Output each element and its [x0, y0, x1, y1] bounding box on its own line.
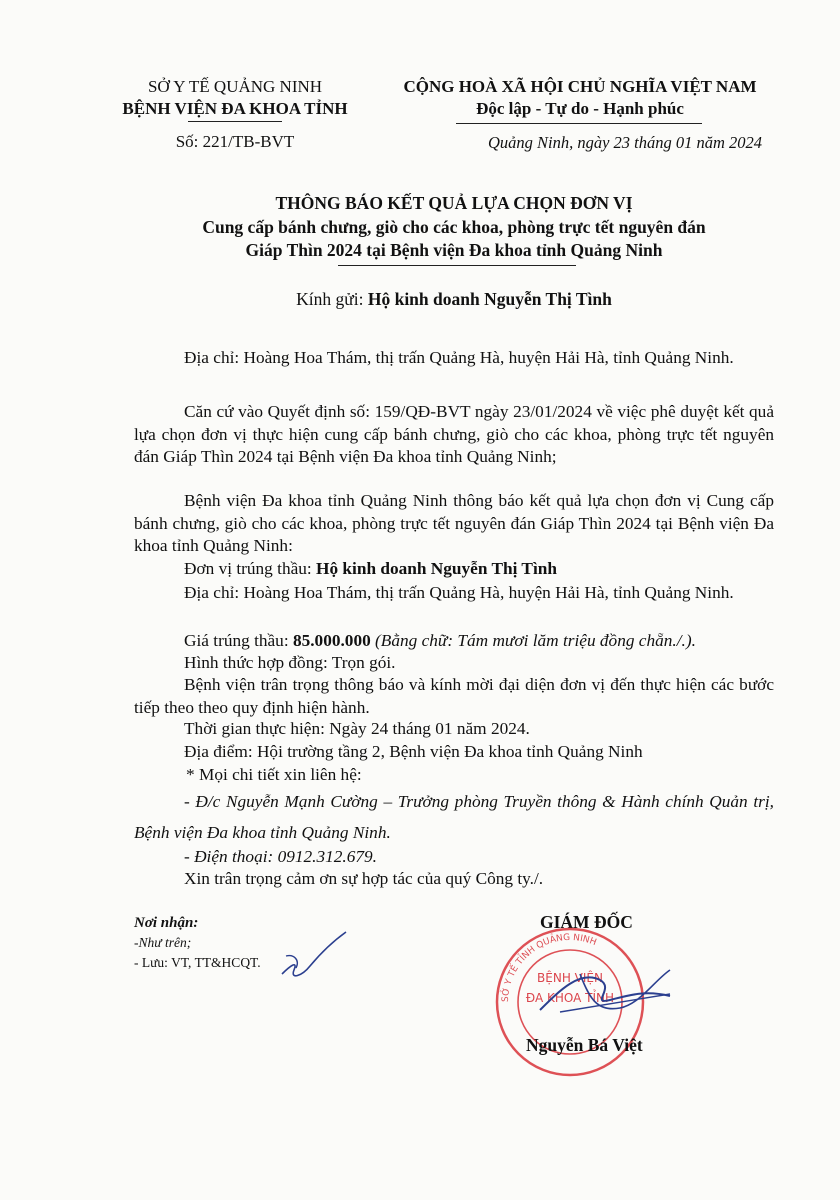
- recipient-prefix: Kính gửi:: [296, 289, 368, 309]
- motto: Độc lập - Tự do - Hạnh phúc: [476, 99, 684, 118]
- winner-line: [184, 558, 557, 581]
- notice-paragraph: Bệnh viện Đa khoa tỉnh Quảng Ninh thông báo kết quả lựa chọn đơn vị Cung cấp bánh chưng, giò cho các khoa, phòng trực tết nguyên đán Giáp Thìn 2024 tại Bệnh viện Đa khoa tỉnh Quảng Ninh:: [134, 491, 774, 555]
- nation-title: CỘNG HOÀ XÃ HỘI CHỦ NGHĨA VIỆT NAM: [403, 77, 757, 96]
- director-signature: [520, 950, 690, 1030]
- initial-signature: [276, 926, 356, 986]
- contact-phone: - Điện thoại: 0912.312.679.: [184, 847, 377, 866]
- recipients-heading: Nơi nhận:: [134, 915, 199, 931]
- signer-name: Nguyễn Bá Việt: [526, 1035, 643, 1055]
- winner-name: Hộ kinh doanh Nguyễn Thị Tình: [316, 559, 557, 578]
- org-underline: [188, 121, 282, 122]
- thanks-line: Xin trân trọng cảm ơn sự hợp tác của quý Công ty./.: [184, 869, 544, 888]
- stamp-line-2: ĐA KHOA TỈNH: [525, 991, 615, 1005]
- place-date: Quảng Ninh, ngày 23 tháng 01 năm 2024: [487, 133, 763, 152]
- contact-heading: * Mọi chi tiết xin liên hệ:: [186, 765, 362, 784]
- contact-person: - Đ/c Nguyễn Mạnh Cường – Trưởng phòng Truyền thông & Hành chính Quản trị, Bệnh viện Đa khoa tỉnh Quảng Ninh.: [134, 792, 774, 842]
- left-header: [90, 76, 380, 120]
- right-header: [380, 76, 780, 120]
- invite-paragraph: Bệnh viện trân trọng thông báo và kính mời đại diện đơn vị đến thực hiện các bước tiếp theo theo quy định hiện hành.: [134, 675, 774, 717]
- doc-title: [134, 192, 774, 263]
- price-words: (Bằng chữ: Tám mươi lăm triệu đồng chẵn./.).: [370, 631, 696, 650]
- doc-number: Số: 221/TB-BVT: [175, 132, 295, 151]
- stamp-line-1: BỆNH VIỆN: [537, 971, 603, 985]
- price-line: [184, 630, 696, 653]
- address-paragraph: Địa chỉ: Hoàng Hoa Thám, thị trấn Quảng Hà, huyện Hải Hà, tỉnh Quảng Ninh.: [184, 348, 734, 367]
- price-label: Giá trúng thầu:: [184, 631, 293, 650]
- org-line-2: BỆNH VIỆN ĐA KHOA TỈNH: [122, 99, 348, 118]
- signature-title: GIÁM ĐỐC: [540, 912, 633, 932]
- price-value: 85.000.000: [292, 631, 371, 650]
- winner-address: Địa chỉ: Hoàng Hoa Thám, thị trấn Quảng Hà, huyện Hải Hà, tỉnh Quảng Ninh.: [184, 583, 734, 602]
- recipient-item-1: -Như trên;: [134, 935, 192, 950]
- recipient-name: Hộ kinh doanh Nguyễn Thị Tình: [367, 289, 612, 309]
- title-line-1: THÔNG BÁO KẾT QUẢ LỰA CHỌN ĐƠN VỊ: [275, 193, 633, 213]
- title-line-3: Giáp Thìn 2024 tại Bệnh viện Đa khoa tỉnh Quảng Ninh: [245, 240, 663, 260]
- title-underline: [338, 265, 576, 266]
- recipient-line: [134, 288, 774, 310]
- contract-form: Hình thức hợp đồng: Trọn gói.: [184, 653, 396, 672]
- org-line-1: SỞ Y TẾ QUẢNG NINH: [147, 77, 323, 96]
- winner-label: Đơn vị trúng thầu:: [184, 559, 317, 578]
- recipients-block: [134, 913, 261, 973]
- basis-paragraph: Căn cứ vào Quyết định số: 159/QĐ-BVT ngày 23/01/2024 về việc phê duyệt kết quả lựa chọn đơn vị thực hiện cung cấp bánh chưng, giò cho các khoa, phòng trực tết nguyên đán Giáp Thìn 2024 tại Bệnh viện Đa khoa tỉnh Quảng Ninh;: [134, 402, 774, 466]
- time-line: Thời gian thực hiện: Ngày 24 tháng 01 năm 2024.: [184, 719, 530, 738]
- recipient-item-2: - Lưu: VT, TT&HCQT.: [134, 955, 261, 970]
- title-line-2: Cung cấp bánh chưng, giò cho các khoa, phòng trực tết nguyên đán: [202, 216, 706, 237]
- motto-underline: [456, 123, 702, 124]
- stamp-ring-text: SỞ Y TẾ TỈNH QUẢNG NINH: [500, 932, 598, 1003]
- location-line: Địa điểm: Hội trường tầng 2, Bệnh viện Đa khoa tỉnh Quảng Ninh: [184, 742, 643, 761]
